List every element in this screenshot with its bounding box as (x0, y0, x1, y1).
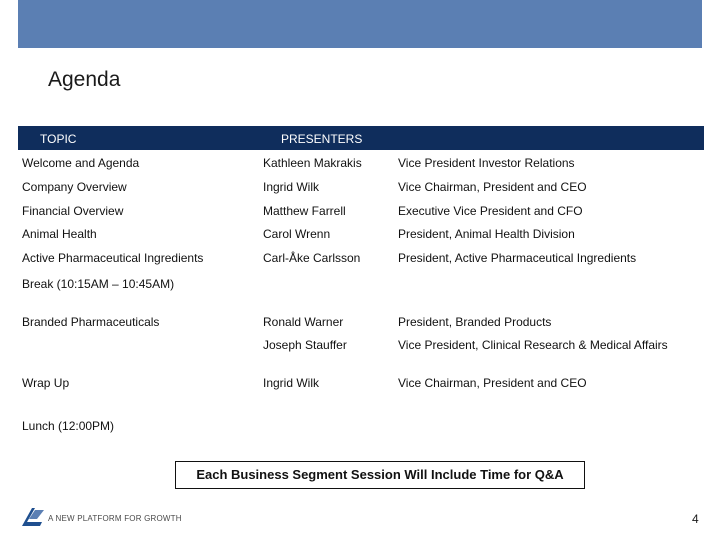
row-topic: Company Overview (22, 180, 127, 194)
row-role: Vice President, Clinical Research & Medical Affairs (398, 338, 668, 352)
table-header (18, 126, 704, 150)
row-role: Vice President Investor Relations (398, 156, 575, 170)
row-presenter: Ingrid Wilk (263, 376, 320, 390)
row-topic: Welcome and Agenda (22, 156, 140, 170)
row-role: Vice Chairman, President and CEO (398, 180, 587, 194)
lunch-label: Lunch (12:00PM) (22, 419, 115, 433)
break-label: Break (10:15AM – 10:45AM) (22, 277, 175, 291)
row-role: Executive Vice President and CFO (398, 204, 583, 218)
row-topic: Wrap Up (22, 376, 70, 390)
row-topic: Animal Health (22, 227, 97, 241)
footer-tagline: A NEW PLATFORM FOR GROWTH (48, 514, 182, 523)
header-presenters: PRESENTERS (281, 132, 363, 146)
page-number: 4 (692, 512, 699, 526)
row-presenter: Kathleen Makrakis (263, 156, 362, 170)
row-role: President, Animal Health Division (398, 227, 575, 241)
header-topic: TOPIC (40, 132, 77, 146)
row-presenter: Carl-Åke Carlsson (263, 251, 361, 265)
row-topic: Active Pharmaceutical Ingredients (22, 251, 204, 265)
row-topic: Financial Overview (22, 204, 124, 218)
row-presenter: Ingrid Wilk (263, 180, 320, 194)
row-role: Vice Chairman, President and CEO (398, 376, 587, 390)
company-logo-icon (20, 506, 46, 528)
row-role: President, Branded Products (398, 315, 552, 329)
row-presenter: Ronald Warner (263, 315, 344, 329)
page-title: Agenda (48, 68, 121, 91)
row-role: President, Active Pharmaceutical Ingredients (398, 251, 637, 265)
row-presenter: Joseph Stauffer (263, 338, 347, 352)
top-banner (18, 0, 702, 48)
qa-note-box: Each Business Segment Session Will Include Time for Q&A (175, 461, 585, 489)
row-presenter: Matthew Farrell (263, 204, 346, 218)
row-presenter: Carol Wrenn (263, 227, 331, 241)
row-topic: Branded Pharmaceuticals (22, 315, 160, 329)
